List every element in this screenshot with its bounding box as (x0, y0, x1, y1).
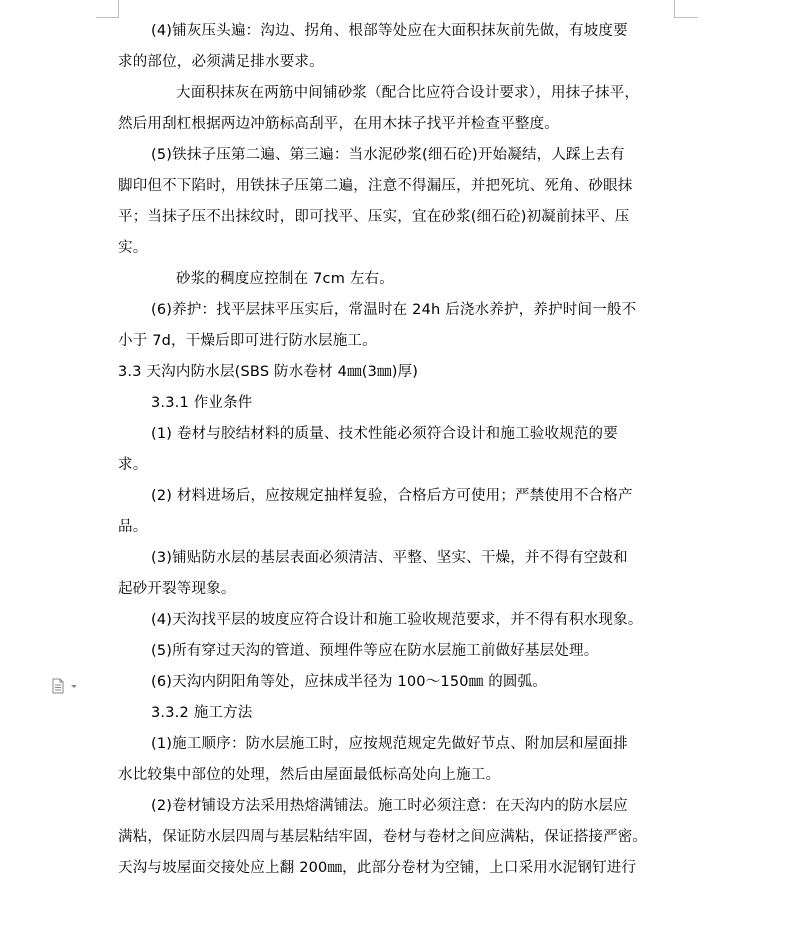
text-line: (2) 材料进场后，应按规定抽样复验，合格后方可使用；严禁使用不合格产 (151, 488, 633, 504)
text-line: (4)铺灰压头遍：沟边、拐角、根部等处应在大面积抹灰前先做，有坡度要 (151, 23, 628, 39)
text-line: (1)施工顺序：防水层施工时，应按规范规定先做好节点、附加层和屋面排 (151, 736, 628, 752)
subsection-heading: 3.3.1 作业条件 (151, 395, 253, 411)
document-body[interactable] (118, 16, 678, 884)
text-line: (6)养护：找平层抹平压实后，常温时在 24h 后浇水养护，养护时间一般不 (151, 302, 637, 318)
text-line: (1) 卷材与胶结材料的质量、技术性能必须符合设计和施工验收规范的要 (151, 426, 618, 442)
text-line: 砂浆的稠度应控制在 7cm 左右。 (176, 271, 394, 287)
text-line: (4)天沟找平层的坡度应符合设计和施工验收规范要求，并不得有积水现象。 (151, 612, 643, 628)
text-line: (3)铺贴防水层的基层表面必须清洁、平整、坚实、干燥，并不得有空鼓和 (151, 550, 628, 566)
section-heading: 3.3 天沟内防水层(SBS 防水卷材 4㎜(3㎜)厚) (118, 364, 419, 380)
text-line: (2)卷材铺设方法采用热熔满铺法。施工时必须注意：在天沟内的防水层应 (151, 798, 628, 814)
text-line: 求。 (118, 457, 148, 473)
text-line: (6)天沟内阴阳角等处，应抹成半径为 100～150㎜ 的圆弧。 (151, 674, 548, 690)
text-line: 求的部位，必须满足排水要求。 (118, 54, 324, 70)
text-line: 天沟与坡屋面交接处应上翻 200㎜，此部分卷材为空铺，上口采用水泥钢钉进行 (118, 860, 637, 876)
crop-mark-top-left-horizontal (96, 17, 119, 18)
text-line: 品。 (118, 519, 148, 535)
text-line: 实。 (118, 240, 148, 256)
document-paragraph-icon[interactable] (51, 678, 79, 694)
text-line: 然后用刮杠根据两边冲筋标高刮平，在用木抹子找平并检查平整度。 (118, 116, 559, 132)
text-line: (5)铁抹子压第二遍、第三遍：当水泥砂浆(细石砼)开始凝结，人踩上去有 (151, 147, 625, 163)
text-line: 起砂开裂等现象。 (118, 581, 236, 597)
text-line: 满粘，保证防水层四周与基层粘结牢固，卷材与卷材之间应满粘，保证搭接严密。 (118, 829, 648, 845)
text-line: 水比较集中部位的处理，然后由屋面最低标高处向上施工。 (118, 767, 501, 783)
subsection-heading: 3.3.2 施工方法 (151, 705, 253, 721)
text-line: 大面积抹灰在两筋中间铺砂浆（配合比应符合设计要求），用抹子抹平， (176, 85, 640, 101)
text-line: 小于 7d，干燥后即可进行防水层施工。 (118, 333, 377, 349)
text-line: 平；当抹子压不出抹纹时，即可找平、压实，宜在砂浆(细石砼)初凝前抹平、压 (118, 209, 630, 225)
text-line: (5)所有穿过天沟的管道、预埋件等应在防水层施工前做好基层处理。 (151, 643, 599, 659)
text-line: 脚印但不下陷时，用铁抹子压第二遍，注意不得漏压，并把死坑、死角、砂眼抹 (118, 178, 633, 194)
